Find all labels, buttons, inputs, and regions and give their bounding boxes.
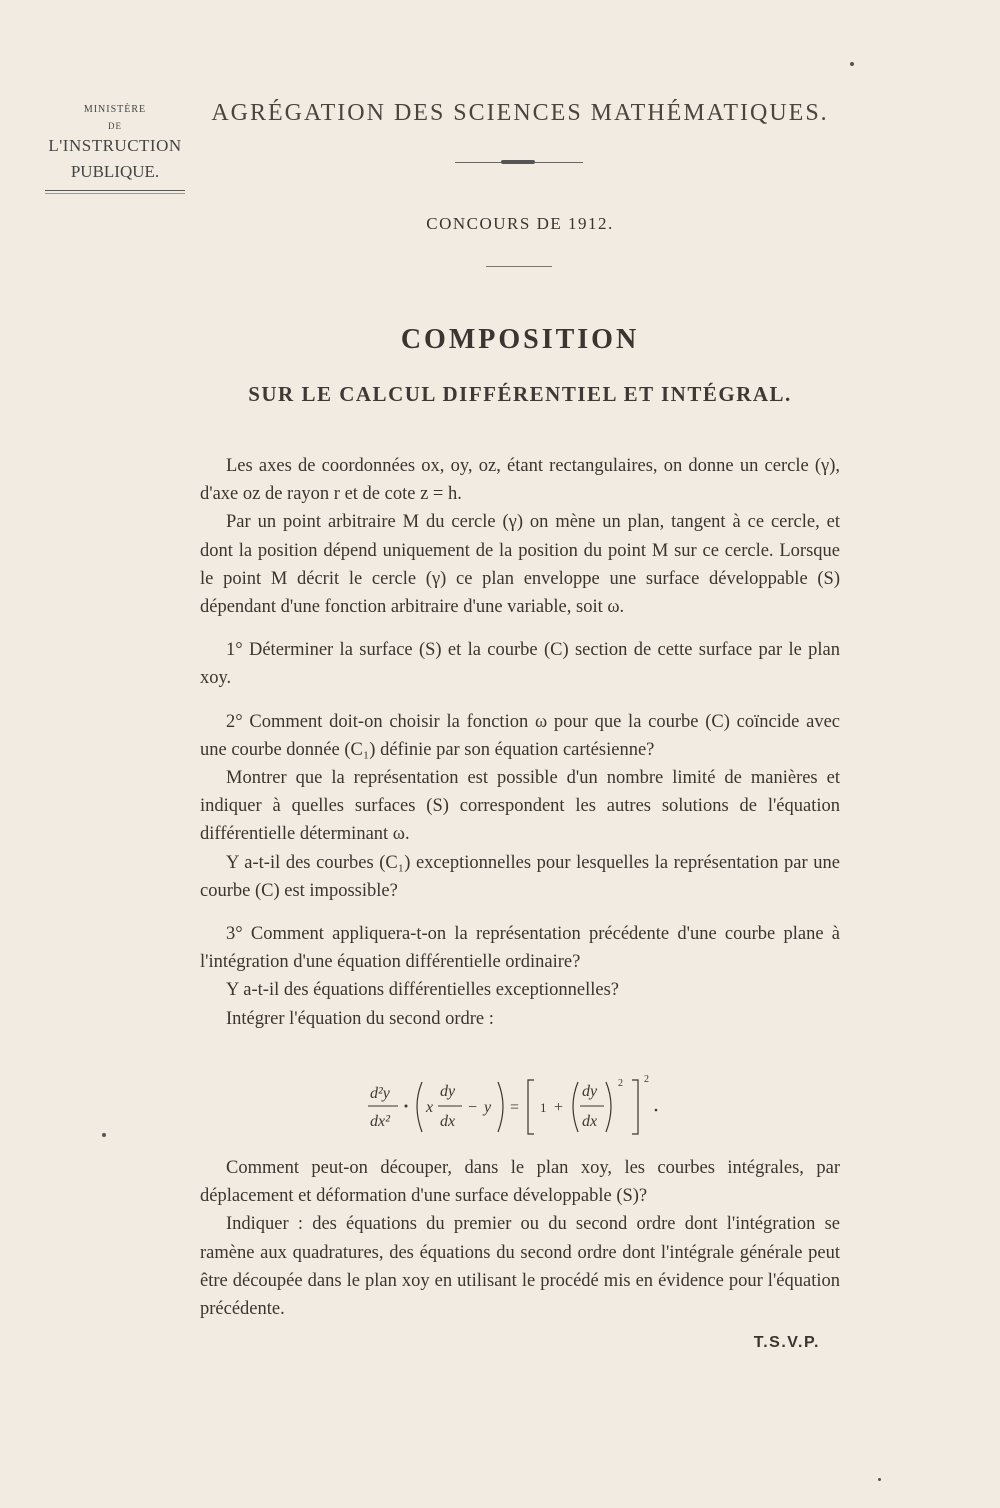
formula-dy-2: dy [582,1083,598,1100]
problem-statement [200,452,840,1033]
formula-minus: − [468,1099,478,1116]
question-2-part-c: Y a-t-il des courbes (C₁) exceptionnelles pour lesquelles la représentation par une courbe (C) est impossible? [200,852,840,901]
formula-power-outer: 2 [644,1074,649,1085]
formula-x: x [426,1099,434,1116]
formula-y: y [484,1099,492,1116]
question-2: 2° Comment doit-on choisir la fonction ω pour que la courbe (C) coïncide avec une courbe donnée (C₁) définie par son équation cartésienne? [200,711,840,760]
question-3: 3° Comment appliquera-t-on la représentation précédente d'une courbe plane à l'intégration d'une équation différentielle ordinaire? [200,924,840,973]
formula-equals: = [510,1099,520,1116]
formula-dx-1: dx [440,1113,456,1130]
ministry-block [40,104,190,194]
differential-equation [360,1070,680,1140]
paper-speck [102,1133,106,1137]
concours-year: CONCOURS DE 1912. [426,214,614,233]
formula-power-inner: 2 [618,1078,623,1089]
problem-statement-continued [200,1154,840,1323]
question-1: 1° Déterminer la surface (S) et la courbe (C) section de cette surface par le plan xoy. [200,640,840,689]
ministry-divider [45,190,185,194]
paper-speck [850,62,854,66]
formula-dx-2: dx [582,1113,598,1130]
ministry-line-2: DE [108,121,122,131]
paragraph-decoupage: Comment peut-on découper, dans le plan xoy, les courbes intégrales, par déplacement et déformation d'une surface développable (S)? [200,1158,840,1207]
formula-d2y: d²y [370,1085,390,1102]
composition-subtitle: SUR LE CALCUL DIFFÉRENTIEL ET INTÉGRAL. [248,382,792,406]
short-divider [486,266,552,267]
composition-title: COMPOSITION [400,324,640,355]
ornament-divider [455,162,583,163]
exam-title: AGRÉGATION DES SCIENCES MATHÉMATIQUES. [211,100,829,126]
paper-speck [878,1478,881,1481]
paragraph-setup: Par un point arbitraire M du cercle (γ) on mène un plan, tangent à ce cercle, et dont la position dépend uniquement de la position du point M sur ce cercle. Lorsque le point M décrit le cercle (γ) ce plan enveloppe une surface développable (S) dépendant d'une fonction arbitraire d'une variable, soit ω. [200,512,840,618]
formula-one: 1 [540,1100,547,1115]
formula-dy-1: dy [440,1083,456,1100]
question-3-part-c: Intégrer l'équation du second ordre : [226,1008,494,1029]
formula-dx2: dx² [370,1113,390,1130]
question-3-part-b: Y a-t-il des équations différentielles exceptionnelles? [226,980,619,1001]
paragraph-intro: Les axes de coordonnées ox, oy, oz, étant rectangulaires, on donne un cercle (γ), d'axe oz de rayon r et de cote z = h. [200,456,840,505]
ministry-line-4: PUBLIQUE. [70,162,160,181]
ministry-line-1: MINISTÈRE [83,104,147,115]
question-2-part-b: Montrer que la représentation est possible d'un nombre limité de manières et indiquer à quelles surfaces (S) correspondent les autres solutions de l'équation différentielle déterminant ω. [200,768,840,845]
turn-over-note: T.S.V.P. [753,1334,820,1351]
paragraph-indiquer: Indiquer : des équations du premier ou du second ordre dont l'intégration se ramène aux quadratures, des équations du second ordre dont l'intégrale générale peut être découpée dans le plan xoy en utilisant le procédé mis en évidence pour l'équation précédente. [200,1214,840,1320]
formula-plus: + [554,1099,564,1116]
ministry-line-3: L'INSTRUCTION [48,136,182,155]
